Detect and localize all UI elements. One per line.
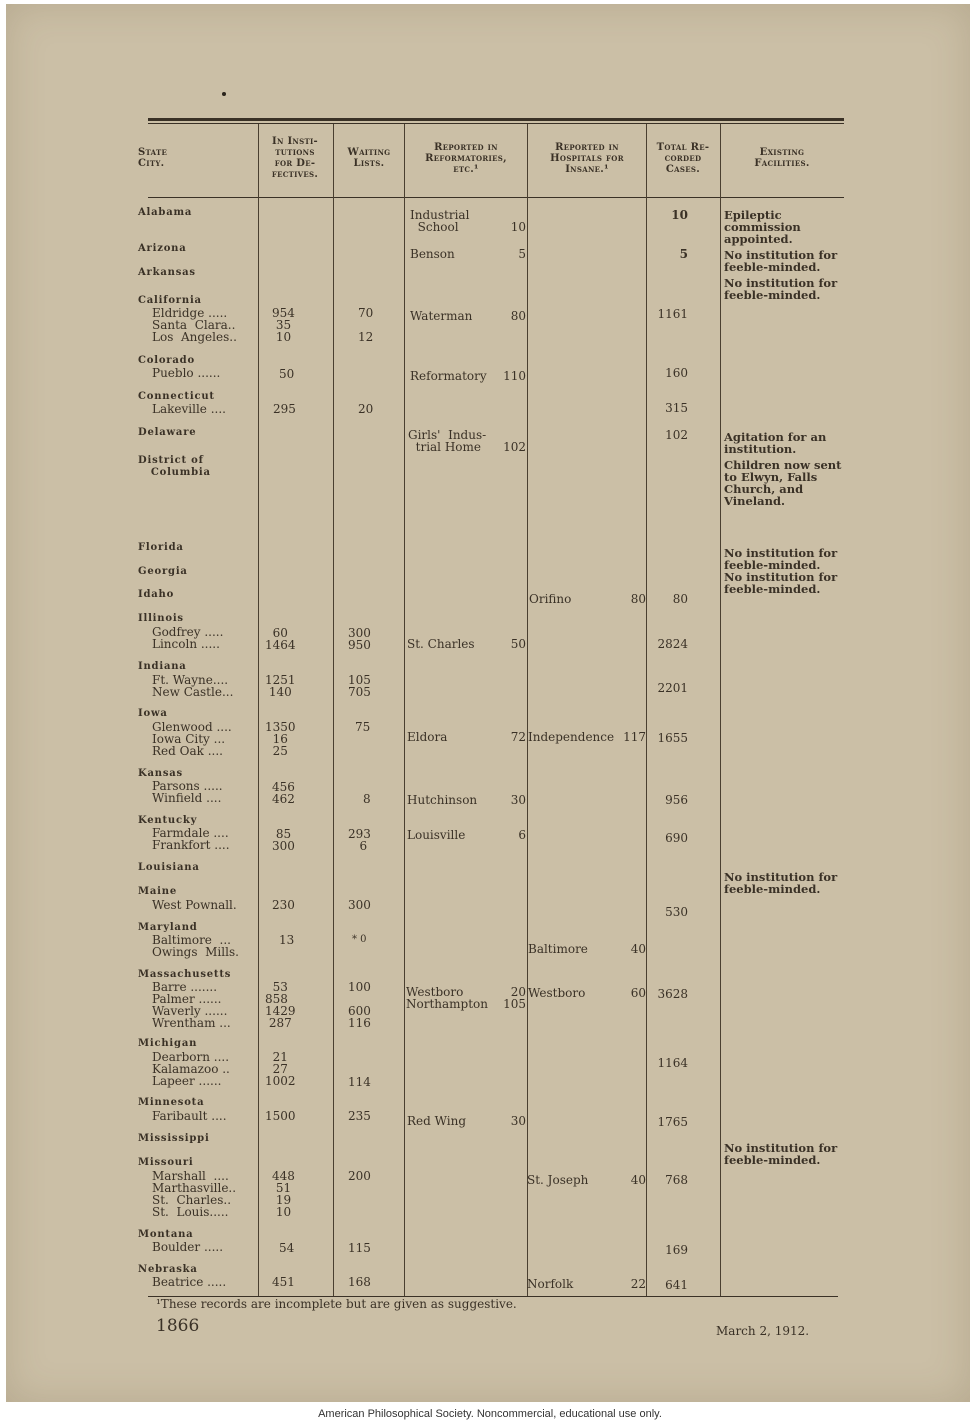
footnote: ¹These records are incomplete but are given as suggestive. (156, 1297, 517, 1311)
total-massachusetts: 3628 (657, 987, 688, 1001)
cities-connecticut: Lakeville .... (152, 402, 226, 416)
reformatory-delaware: Girls' Indus- trial Home (408, 428, 487, 454)
waiting-maine: 300 (348, 898, 371, 912)
total-kentucky: 690 (665, 831, 688, 845)
cities-missouri: Marshall .... Marthasville.. St. Charles.. St. Louis..... (152, 1169, 237, 1219)
state-minnesota: Minnesota (138, 1097, 205, 1108)
state-georgia: Georgia (138, 566, 188, 577)
facility-georgia: No institution for feeble-minded. (724, 570, 838, 596)
total-michigan: 1164 (657, 1056, 688, 1070)
state-california: California (138, 295, 202, 306)
cities-kentucky: Farmdale .... Frankfort .... (152, 826, 230, 852)
top-rule (148, 118, 844, 121)
state-louisiana: Louisiana (138, 862, 200, 873)
total-connecticut: 315 (665, 401, 688, 415)
issue-date: March 2, 1912. (716, 1324, 810, 1338)
facility-district-of-columbia: Children now sent to Elwyn, Falls Church, and Vineland. (724, 458, 842, 508)
state-colorado: Colorado (138, 355, 195, 366)
hospital-massachusetts: Westboro (528, 986, 586, 1000)
institutions-michigan: 21 27 1002 (265, 1050, 296, 1088)
header-reformatories: Reported in Reformatories, etc.¹ (425, 141, 507, 175)
waiting-minnesota: 235 (348, 1109, 371, 1123)
total-minnesota: 1765 (657, 1115, 688, 1129)
total-montana: 169 (665, 1243, 688, 1257)
state-illinois: Illinois (138, 613, 184, 624)
state-massachusetts: Massachusetts (138, 969, 232, 980)
hospital-massachusetts-count: 60 (630, 986, 646, 1000)
reformatory-massachusetts: Westboro Northampton (406, 985, 489, 1011)
total-idaho: 80 (672, 592, 688, 606)
reformatory-alabama-count: 10 (510, 220, 526, 234)
reformatory-massachusetts-count: 20 105 (503, 985, 526, 1011)
state-montana: Montana (138, 1229, 194, 1240)
waiting-maryland: * 0 (352, 934, 367, 945)
cities-colorado: Pueblo ...... (152, 366, 221, 380)
hospital-nebraska-count: 22 (630, 1277, 646, 1291)
institutions-maryland: 13 (279, 933, 295, 947)
header-facilities: Existing Facilities. (754, 147, 810, 169)
reformatory-colorado-count: 110 (503, 369, 526, 383)
ink-speck (222, 92, 226, 96)
facility-arkansas: No institution for feeble-minded. (724, 276, 838, 302)
state-arkansas: Arkansas (138, 267, 196, 278)
cities-massachusetts: Barre ....... Palmer ...... Waverly ...... Wrentham ... (152, 980, 231, 1030)
state-kentucky: Kentucky (138, 815, 198, 826)
institutions-colorado: 50 (279, 367, 295, 381)
page-number: 1866 (156, 1316, 200, 1336)
institutions-california: 954 35 10 (272, 306, 295, 344)
total-nebraska: 641 (665, 1278, 688, 1292)
cities-maryland: Baltimore ... Owings Mills. (152, 933, 239, 959)
state-maryland: Maryland (138, 922, 198, 933)
state-mississippi: Mississippi (138, 1133, 210, 1144)
total-maine: 530 (665, 905, 688, 919)
waiting-montana: 115 (348, 1241, 371, 1255)
institutions-maine: 230 (272, 898, 295, 912)
reformatory-illinois: St. Charles (407, 637, 475, 651)
header-hospitals: Reported in Hospitals for Insane.¹ (550, 141, 624, 175)
state-michigan: Michigan (138, 1038, 198, 1049)
hospital-idaho-count: 80 (630, 592, 646, 606)
cities-illinois: Godfrey ..... Lincoln ..... (152, 625, 224, 651)
institutions-montana: 54 (279, 1241, 295, 1255)
waiting-connecticut: 20 (358, 402, 374, 416)
institutions-indiana: 1251 140 (265, 673, 296, 699)
cities-maine: West Pownall. (152, 898, 237, 912)
facility-florida: No institution for feeble-minded. (724, 546, 838, 572)
total-colorado: 160 (665, 366, 688, 380)
reformatory-california-count: 80 (510, 309, 526, 323)
cities-california: Eldridge ..... Santa Clara.. Los Angeles.. (152, 306, 237, 344)
header-state-city: State City. (138, 147, 168, 169)
institutions-connecticut: 295 (273, 402, 296, 416)
reformatory-minnesota-count: 30 (510, 1114, 526, 1128)
institutions-minnesota: 1500 (265, 1109, 296, 1123)
hospital-iowa-count: 117 (623, 730, 646, 744)
reformatory-iowa-count: 72 (510, 730, 526, 744)
column-divider (404, 124, 405, 1296)
institutions-iowa: 1350 16 25 (265, 720, 296, 758)
total-arizona: 5 (679, 247, 688, 261)
hospital-missouri: St. Joseph (527, 1173, 589, 1187)
facility-mississippi: No institution for feeble-minded. (724, 1141, 838, 1167)
facility-alabama: Epileptic commission appointed. (724, 208, 801, 246)
header-total: Total Re- corded Cases. (656, 141, 710, 175)
state-delaware: Delaware (138, 427, 197, 438)
institutions-kentucky: 85 300 (272, 827, 295, 853)
waiting-illinois: 300 950 (348, 626, 371, 652)
hospital-missouri-count: 40 (630, 1173, 646, 1187)
column-divider (333, 124, 334, 1296)
cities-montana: Boulder ..... (152, 1240, 224, 1254)
reformatory-kentucky-count: 6 (518, 828, 526, 842)
state-florida: Florida (138, 542, 184, 553)
header-waiting-lists: Waiting Lists. (347, 147, 391, 169)
column-divider (258, 124, 259, 1296)
state-maine: Maine (138, 886, 177, 897)
cities-indiana: Ft. Wayne.... New Castle... (152, 673, 234, 699)
reformatory-colorado: Reformatory (410, 369, 487, 383)
total-kansas: 956 (665, 793, 688, 807)
reformatory-california: Waterman (410, 309, 473, 323)
archive-credit: American Philosophical Society. Noncommercial, educational use only. (318, 1408, 662, 1420)
reformatory-arizona-count: 5 (518, 247, 526, 261)
waiting-kentucky: 293 6 (348, 827, 371, 853)
waiting-missouri: 200 (348, 1169, 371, 1183)
header-institutions: In Insti- tutions for De- fectives. (271, 136, 319, 180)
column-divider (646, 124, 647, 1296)
reformatory-minnesota: Red Wing (407, 1114, 467, 1128)
facility-louisiana: No institution for feeble-minded. (724, 870, 838, 896)
total-indiana: 2201 (657, 681, 688, 695)
state-indiana: Indiana (138, 661, 187, 672)
reformatory-arizona: Benson (410, 247, 455, 261)
state-iowa: Iowa (138, 708, 168, 719)
state-kansas: Kansas (138, 768, 183, 779)
column-divider (720, 124, 721, 1296)
reformatory-alabama: Industrial School (410, 208, 470, 234)
hospital-iowa: Independence (528, 730, 615, 744)
institutions-nebraska: 451 (272, 1275, 295, 1289)
hospital-maryland-count: 40 (630, 942, 646, 956)
waiting-kansas: 8 (363, 792, 371, 806)
state-connecticut: Connecticut (138, 391, 215, 402)
cities-iowa: Glenwood .... Iowa City ... Red Oak .... (152, 720, 232, 758)
cities-nebraska: Beatrice ..... (152, 1275, 227, 1289)
reformatory-delaware-count: 102 (503, 440, 526, 454)
total-iowa: 1655 (657, 731, 688, 745)
institutions-illinois: 60 1464 (265, 626, 296, 652)
hospital-idaho: Orifino (529, 592, 572, 606)
cities-michigan: Dearborn .... Kalamazoo .. Lapeer ...... (152, 1050, 230, 1088)
column-divider (527, 124, 528, 1296)
reformatory-iowa: Eldora (407, 730, 448, 744)
waiting-massachusetts: 100 600 116 (348, 980, 371, 1030)
reformatory-kansas: Hutchinson (407, 793, 478, 807)
state-alabama: Alabama (138, 207, 193, 218)
total-alabama: 10 (671, 208, 688, 222)
total-california: 1161 (657, 307, 688, 321)
reformatory-illinois-count: 50 (510, 637, 526, 651)
facility-delaware: Agitation for an institution. (724, 430, 827, 456)
waiting-nebraska: 168 (348, 1275, 371, 1289)
state-arizona: Arizona (138, 243, 187, 254)
waiting-indiana: 105 705 (348, 673, 371, 699)
reformatory-kansas-count: 30 (510, 793, 526, 807)
institutions-massachusetts: 53 858 1429 287 (265, 980, 296, 1030)
hospital-maryland: Baltimore (528, 942, 588, 956)
total-illinois: 2824 (657, 637, 688, 651)
cities-kansas: Parsons ..... Winfield .... (152, 779, 223, 805)
waiting-michigan: 114 (348, 1075, 371, 1089)
state-nebraska: Nebraska (138, 1264, 198, 1275)
hospital-nebraska: Norfolk (527, 1277, 574, 1291)
total-delaware: 102 (665, 428, 688, 442)
institutions-missouri: 448 51 19 10 (272, 1169, 295, 1219)
institutions-kansas: 456 462 (272, 780, 295, 806)
header-rule (148, 197, 844, 198)
state-idaho: Idaho (138, 589, 175, 600)
cities-minnesota: Faribault .... (152, 1109, 227, 1123)
total-missouri: 768 (665, 1173, 688, 1187)
state-missouri: Missouri (138, 1157, 194, 1168)
reformatory-kentucky: Louisville (407, 828, 466, 842)
state-district-of-columbia: District of Columbia (138, 455, 211, 478)
waiting-iowa: 75 (355, 720, 371, 734)
facility-arizona: No institution for feeble-minded. (724, 248, 838, 274)
waiting-california: 70 12 (358, 306, 374, 344)
